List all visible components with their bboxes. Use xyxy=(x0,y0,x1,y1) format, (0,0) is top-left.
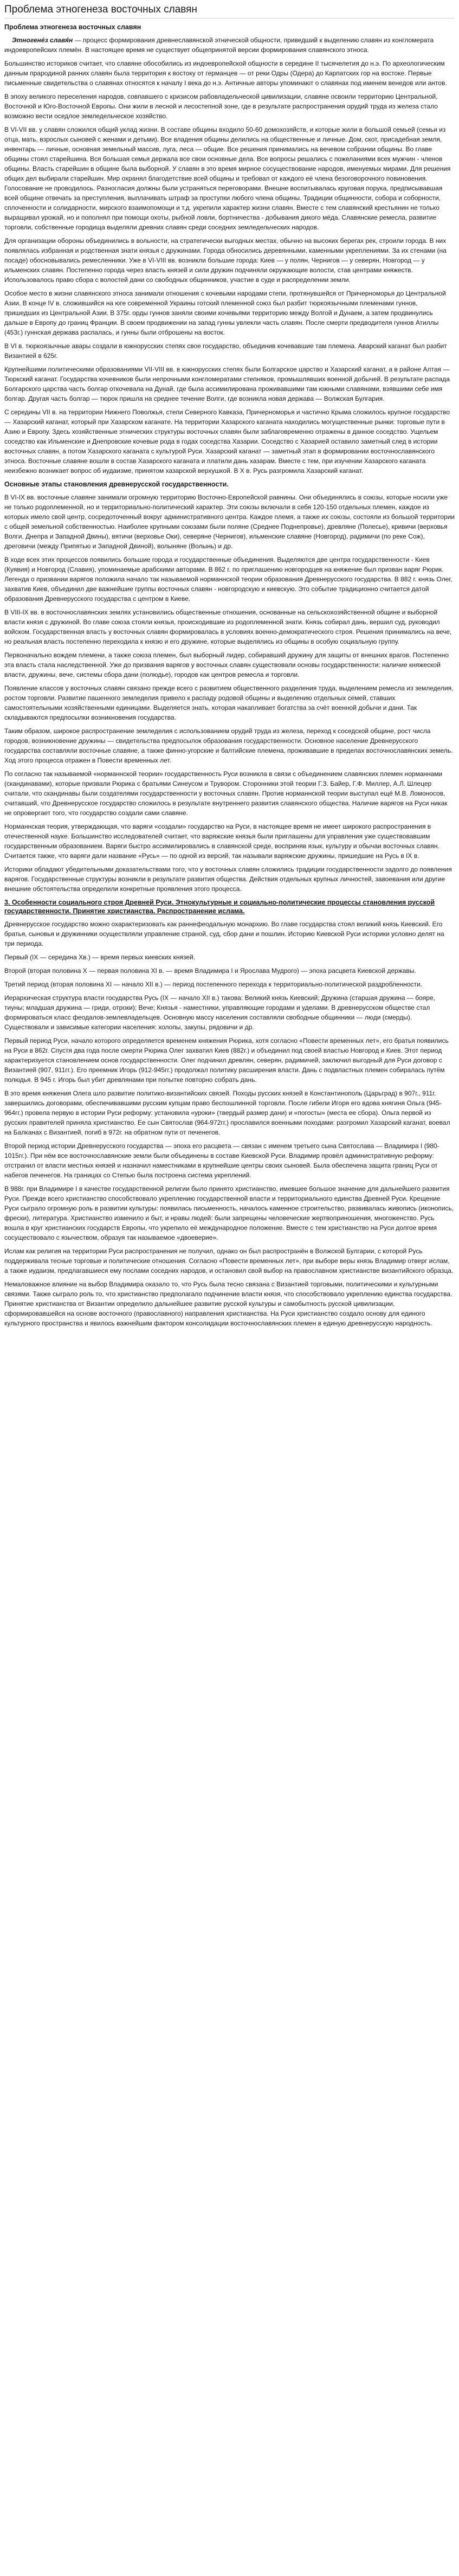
paragraph-text: — процесс формирования древнеславянской этнической общности, приведший к выделению славян из конгломерата индоевропейских племён. В настоящее время не существует общепринятой версии формирования славянского этноса. xyxy=(4,36,434,54)
paragraph: Крупнейшими политическими образованиями VII-VIII вв. в южнорусских степях были Болгарское царство и Хазарский каганат, а в районе Алтая — Тюркский каганат. Государства кочевников были непрочными конгломератами степняков, промышлявших военной добычей. В результате распада Болгарского царства часть болгар откочевала на Дунай, где была ассимилирована проживавшими там южными славянами, взявшими себе имя болгар. Другая часть болгар — тюрок пришла на среднее течение Волги, где возникла новая держава — Волжская Булгария. xyxy=(4,365,450,402)
paragraph: Первый период Руси, начало которого определяется временем княжения Рюрика, хотя согласно «Повести временных лет», его братья появились на Руси в 862г. Спустя два года после смерти Рюрика Олег захватил Киев (882г.) и объединил под своей властью Новгород и Киев. Этот период характеризуется становлением основ государственности. Олег подчинил древлян, северян, радимичей, заключил выгодный для Руси договор с Византией (907, 911гг.). Его преемник Игорь (912-945гг.) продолжал политику расширения власти. Дань с подвластных племен собиралась путём полюдья. В 945 г. Игорь был убит древлянами при попытке повторно собрать дань. xyxy=(4,1037,449,1084)
paragraph: Первоначально вождем племени, а также союза племен, был выборный лидер, собиравший дружину для защиты от внешних врагов. Постепенно эта власть стала наследственной. Уже до призвания варягов у восточных славян существовали основы государственности: наличие княжеской власти, дружины, вече, системы сбора дани (полюдье), городов как центров ремесла и торговли. xyxy=(4,651,449,678)
page-title: Проблема этногенеза восточных славян xyxy=(4,3,455,18)
paragraph: Появление классов у восточных славян связано прежде всего с развитием общественного разделения труда, выделением ремесла из земледелия, ростом торговли. Развитие пашенного земледелия привело к распаду родовой общины и выделению отдельных семей, ставших самостоятельными хозяйственными единицами. Выделяется знать, которая накапливает богатства за счёт военной добычи и дани. Так складываются предпосылки возникновения государства. xyxy=(4,684,454,721)
paragraph: Для организации обороны объединились в вольности, на стратегически выгодных местах, обычно на высоких берегах рек, строили города. В них появлялась избранная и родственная знати князья с дружинами. Города обносились деревянными, каменными укреплениями. За их стенами (на посаде) обосновывались ремесленники. Уже в VI-VIII вв. возникли большие города: Киев — у полян, Чернигов — у северян, Новгород — у ильменских славян. Постепенно города через власть князей и сили дружин подчиняли окружающие волости, став центрами княжеств. Использовалось право сбора с волостей дани со свободных общинников, участие в суде и распределении земли. xyxy=(4,236,447,284)
section-heading: Основные этапы становления древнерусской государственности. xyxy=(4,480,229,488)
paragraph: По согласно так называемой «норманнской теории» государственность Руси возникла в связи с объединением славянских племен норманнами (скандинавами), которые призвали Рюрика с братьями Синеусом и Трувором. Сторонники этой теории Г.З. Байер, Г.Ф. Миллер, А.Л. Шлецер считали, что скандинавы были создателями государственности у восточных славян. Против норманнской теории выступал ещё М.В. Ломоносов, считавший, что Древнерусское государство сложилось в результате внутреннего развития славянского общества. Наличие варягов на Руси никак не опровергает того, что государство создали сами славяне. xyxy=(4,770,448,817)
paragraph: Иерархическая структура власти государства Русь (IX — начало XII в.) такова: Великий князь Киевский; Дружина (старшая дружина — бояре, тиуны; младшая дружина — гриди, отроки); Вече; Князья - наместники, управляющие городами и уделами. В древнерусском обществе стал формироваться класс феодалов-землевладельцев. Основную массу населения составляли свободные общинники — люди (смерды). Существовали и зависимые категории населения: холопы, закупы, рядовичи и др. xyxy=(4,994,435,1031)
paragraph: Большинство историков считает, что славяне обособились из индоевропейской общности в середине II тысячелетия до н.э. По археологическим данным прародиной ранних славян была территория к востоку от германцев — от реки Одры (Одера) до Карпатских гор на востоке. Первые письменные свидетельства о славянах относятся к началу I века до н.э. Античные авторы упоминают о славянах под именем венедов или антов. xyxy=(4,59,447,87)
lead-term: Этногене́з славя́н xyxy=(12,36,73,44)
paragraph: Историки обладают убедительными доказательствами того, что у восточных славян сложились традиции государственности задолго до появления варягов. Государственные структуры возникли в результате развития общества. Действия отдельных крупных личностей, завоевания или другие внешние обстоятельства определили конкретные проявления этого процесса. xyxy=(4,865,452,893)
paragraph: В VI-IX вв. восточные славяне занимали огромную территорию Восточно-Европейской равнины. Они объединялись в союзы, которые носили уже не только родоплеменной, но и территориально-политический характер. Эти союзы включали в себя 120-150 отдельных племен, каждое из которых имело свой центр, сосредоточенный вокруг административного центра. Каждое племя, а также их союзы, состояли из большой территории с общей земельной собственностью. Наиболее крупными союзами были поляне (Среднее Поднепровье), древляне (Полесье), кривичи (верховья Волги, Днепра и Западной Двины), вятичи (верховье Оки), северяне (Чернигов), ильменские славяне (Новгород), радимичи (по реке Сож), дреговичи (между Припятью и Западной Двиной), волыняне (Волынь) и др. xyxy=(4,493,455,550)
section-social-structure xyxy=(4,898,455,1329)
paragraph: Первый (IX — середина Xв.) — время первых киевских князей. xyxy=(4,953,196,962)
paragraph: Немаловажное влияние на выбор Владимира оказало то, что Русь была тесно связана с Византией торговыми, политическими и культурными связями. Также сыграло роль то, что христианство предполагало подчинение власти князя, что способствовало укреплению единства государства. Принятие христианства от Византии определило дальнейшее развитие русской культуры и самобытность русской цивилизации, сформировавшейся на основе восточного (православного) направления христианства. На Руси христианство создало основу для единого культурного пространства и явилось важнейшим фактором консолидации восточнославянских племен в единую древнерусскую народность. xyxy=(4,1280,452,1328)
paragraph: Древнерусское государство можно охарактеризовать как раннефеодальную монархию. Во главе государства стоял великий князь Киевский. Его братья, сыновья и дружинники осуществляли управление страной, суд, сбор дани и пошлин. Историю Киевской Руси историки условно делят на три периода. xyxy=(4,920,444,948)
paragraph: В VI в. тюркоязычные авары создали в южнорусских степях свое государство, объединив кочевавшие там племена. Аварский каганат был разбит Византией в 625г. xyxy=(4,342,447,360)
paragraph: Таким образом, широкое распространение земледелия с использованием орудий труда из железа, переход к соседской общине, рост числа городов, возникновение дружины — свидетельства предпосылок образования государственности. Основное население Древнерусского государства составляли восточные славяне, а также финно-угорские и балтийские племена, проживавшие в пределах восточнославянских земель. Ход этого процесса отражен в Повести временных лет. xyxy=(4,727,453,764)
paragraph: Особое место в жизни славянского этноса занимали отношения с кочевыми народами степи, протянувшейся от Причерноморья до Центральной Азии. В конце IV в. сложившийся на юге современной Украины готский племенной союз был разбит тюркоязычными племенами гуннов, пришедших из Центральной Азии. В 375г. орды гуннов заняли своими кочевьями территорию между Волгой и Дунаем, а затем продвинулись дальше в Европу до границ Франции. В своем продвижении на запад гунны увлекли часть славян. После смерти предводителя гуннов Атиллы (453г.) гуннская держава распалась, и гунны были отброшены на восток. xyxy=(4,289,446,336)
paragraph: В ходе всех этих процессов появились большие города и государственные объединения. Выделяются две центра государственности - Киев (Куявия) и Новгород (Славия), упоминаемые арабскими авторами. В 862 г. по приглашению новгородцев на княжение был призван варяг Рюрик. Легенда о призвании варягов положила начало так называемой норманнской теории образования Древнерусского государства. В 882 г. князь Олег, захватив Киев, объединил две важнейшие группы восточных славян - новгородскую и киевскую. Это событие традиционно считается датой образования Древнерусского государства с центром в Киеве. xyxy=(4,555,452,603)
paragraph: В эпоху великого переселения народов, совпавшего с кризисом рабовладельческой цивилизации, славяне освоили территорию Центральной, Восточной и Юго-Восточной Европы. Они жили в лесной и лесостепной зоне, где в результате распространения орудий труда из железа стало возможно вести оседлое земледельческое хозяйство. xyxy=(4,92,438,120)
paragraph: С середины VII в. на территории Нижнего Поволжья, степи Северного Кавказа, Причерноморья и частично Крыма сложилось крупное государство — Хазарский каганат, который при Хазарском каганате. На территории Хазарского каганата находились могущественные рынки: торговые пути в Азию и Европу. Здесь хозяйственные этнических структуры восточных славян были заблаговременно отражены в данное соседство. Ущельем соседство как Ильменские и Днепровские кочевые рода в годах соседства Хазарии. Соседство с Хазарией оставило заметный след в истории восточных славян, а потом Хазарского каганата с культурой Руси. Хазарский каганат — заметный этап в формировании восточнославянского этноса. Восточные славяне вошли в состав Хазарского каганата и платили дань хазарам. Вместе с тем, при изучении Хазарского каганата неизбежно возникает вопрос об иудаизме, принятом хазарской верхушкой. В X в. Русь разгромила Хазарский каганат. xyxy=(4,408,450,475)
paragraph: В VI-VII вв. у славян сложился общий уклад жизни. В составе общины входило 50-60 домохозяйств, и которые жили в большой семьей (семьи из отца, мать, взрослых сыновей с женами и детьми). Все владения общины делились на общественные и личные. Дом, скот, присадебная земля, инвентарь — личные, основная земельный массив, луга, леса — общие. Все решения принимались на вечевом собрании общины. Во главе общины стоял старейшина. Вся большая семья держала все свои основные дела. Все вопросы решались с пожеланиями всех мужчин - членов общины. Власть старейшин в общине была выборной. У славян в это время мирное сосуществование народов, именуемых мирами. Для решения общих дел выбирали старейшин. Мир охранял благодетствие всей общины и требовал от каждого её члена безоговорочного повиновения. Голосование не проводилось. Разногласия должны были устраняться переговорами. Внешне воспитывалась круговая порука, предписывавшая всей общине отвечать за преступления, выплачивать штраф за проступки любого члена общины. Традиции общинности, собора и соборности, сплоченности и солидарности, мирского взаимопомощи и т.д. укрепили характер жизни славян. Вместе с тем славянский крестьянин не только выращивал урожай, но и пополнял при помощи охоты, рыбной ловли, бортничества - добывания дикого мёда. Славянские ремесла, развитие торговли, собственные городища выделяли древних славян среди соседних земледельческих народов. xyxy=(4,125,451,231)
paragraph: В VIII-IX вв. в восточнославянских землях установились общественные отношения, основанные на сельскохозяйственной общине и выборной власти князя с дружиной. Во главе союза стояли князья, происходившие из родоплеменной знати. Князь собирал дань, вершил суд, руководил войском. Государственная власть у восточных славян формировалась в условиях военно-демократического строя. Решения принимались на вече, но реальная власть постепенно переходила к князю и его дружине, которые выделялись из общины в особую социальную группу. xyxy=(4,608,452,645)
paragraph: Второй период истории Древнерусского государства — эпоха его расцвета — связан с именем третьего сына Святослава — Владимира I (980-1015гг.). При нём все восточнославянские земли были объединены в составе Киевской Руси. Владимир провёл административную реформу: отстранил от власти местных князей и назначил наместниками в крупнейшие центры своих сыновей. Была обеспечена защита границ Руси от набегов печенегов. На границах со Степью была построена система укреплений. xyxy=(4,1142,439,1180)
paragraph: В это время княжения Олега шло развитие политико-византийских связей. Походы русских князей в Константинополь (Царьград) в 907г., 911г. завершились договорами, обеспечивавшими русским купцам право беспошлинной торговли. После гибели Игоря его вдова княгиня Ольга (945-964гг.) провела первую в истории Руси реформу: установила «уроки» (твердый размер дани) и «погосты» (места ее сбора). Ольга первой из русских правителей приняла христианство. Ее сын Святослав (964-972гг.) прославился военными походами: разгромил Хазарский каганат, воевал на Балканах с Византией, погиб в 972г. на обратном пути от печенегов. xyxy=(4,1090,450,1137)
paragraph: Второй (вторая половина X — первая половина XI в. — время Владимира I и Ярослава Мудрого) — эпоха расцвета Киевской державы. xyxy=(4,967,416,975)
paragraph: Ислам как религия на территории Руси распространения не получил, однако он был распространён в Волжской Булгарии, с которой Русь поддерживала тесные торговые и политические отношения. Согласно «Повести временных лет», при выборе веры князь Владимир отверг ислам, а также иудаизм, предлагавшиеся ему послами соседних народов, и остановил свой выбор на православном христианстве византийского образца. xyxy=(4,1247,454,1275)
paragraph: В 988г. при Владимире I в качестве государственной религии было принято христианство, имевшее большое значение для дальнейшего развития Руси. Прежде всего христианство способствовало укреплению государственной власти и территориального единства Древней Руси. Крещение Руси сыграло огромную роль в развитии культуры: появилась письменность, началось каменное строительство, развивалась живопись (иконопись, фрески), литература. Христианство изменило и быт, и нравы людей: были запрещены человеческие жертвоприношения, многоженство. Русь вошла в круг христианских государств Европы, что укрепило её международное положение. Вместе с тем христианство на Руси долгое время сосуществовало с язычеством, образуя так называемое «двоеверие». xyxy=(4,1185,454,1242)
paragraph: Третий период (вторая половина XI — начало XII в.) — период постепенного перехода к территориально-политической раздробленности. xyxy=(4,981,423,989)
paragraph xyxy=(4,35,455,55)
paragraph: Норманнская теория, утверждающая, что варяги «создали» государство на Руси, в настоящее время не имеет широкого распространения в отечественной науке. Большинство исследователей считает, что варяжские князья были приглашены для управления уже существовавшим государственным образованием. Варяги быстро ассимилировались в славянской среде, восприняв язык, культуру и обычаи восточных славян. Считается также, что варяги дали название «Русь» — по одной из версий, так называли варяжские дружины, пришедшие на Русь в IX в. xyxy=(4,822,439,860)
section-statehood-stages xyxy=(4,480,455,894)
section-ethnogenesis xyxy=(4,23,455,476)
section-heading: Проблема этногенеза восточных славян xyxy=(4,23,141,31)
section-heading: 3. Особенности социального строя Древней Руси. Этнокультурные и социально-политические процессы становления русской государственности. Принятие христианства. Распространение ислама. xyxy=(4,898,435,915)
